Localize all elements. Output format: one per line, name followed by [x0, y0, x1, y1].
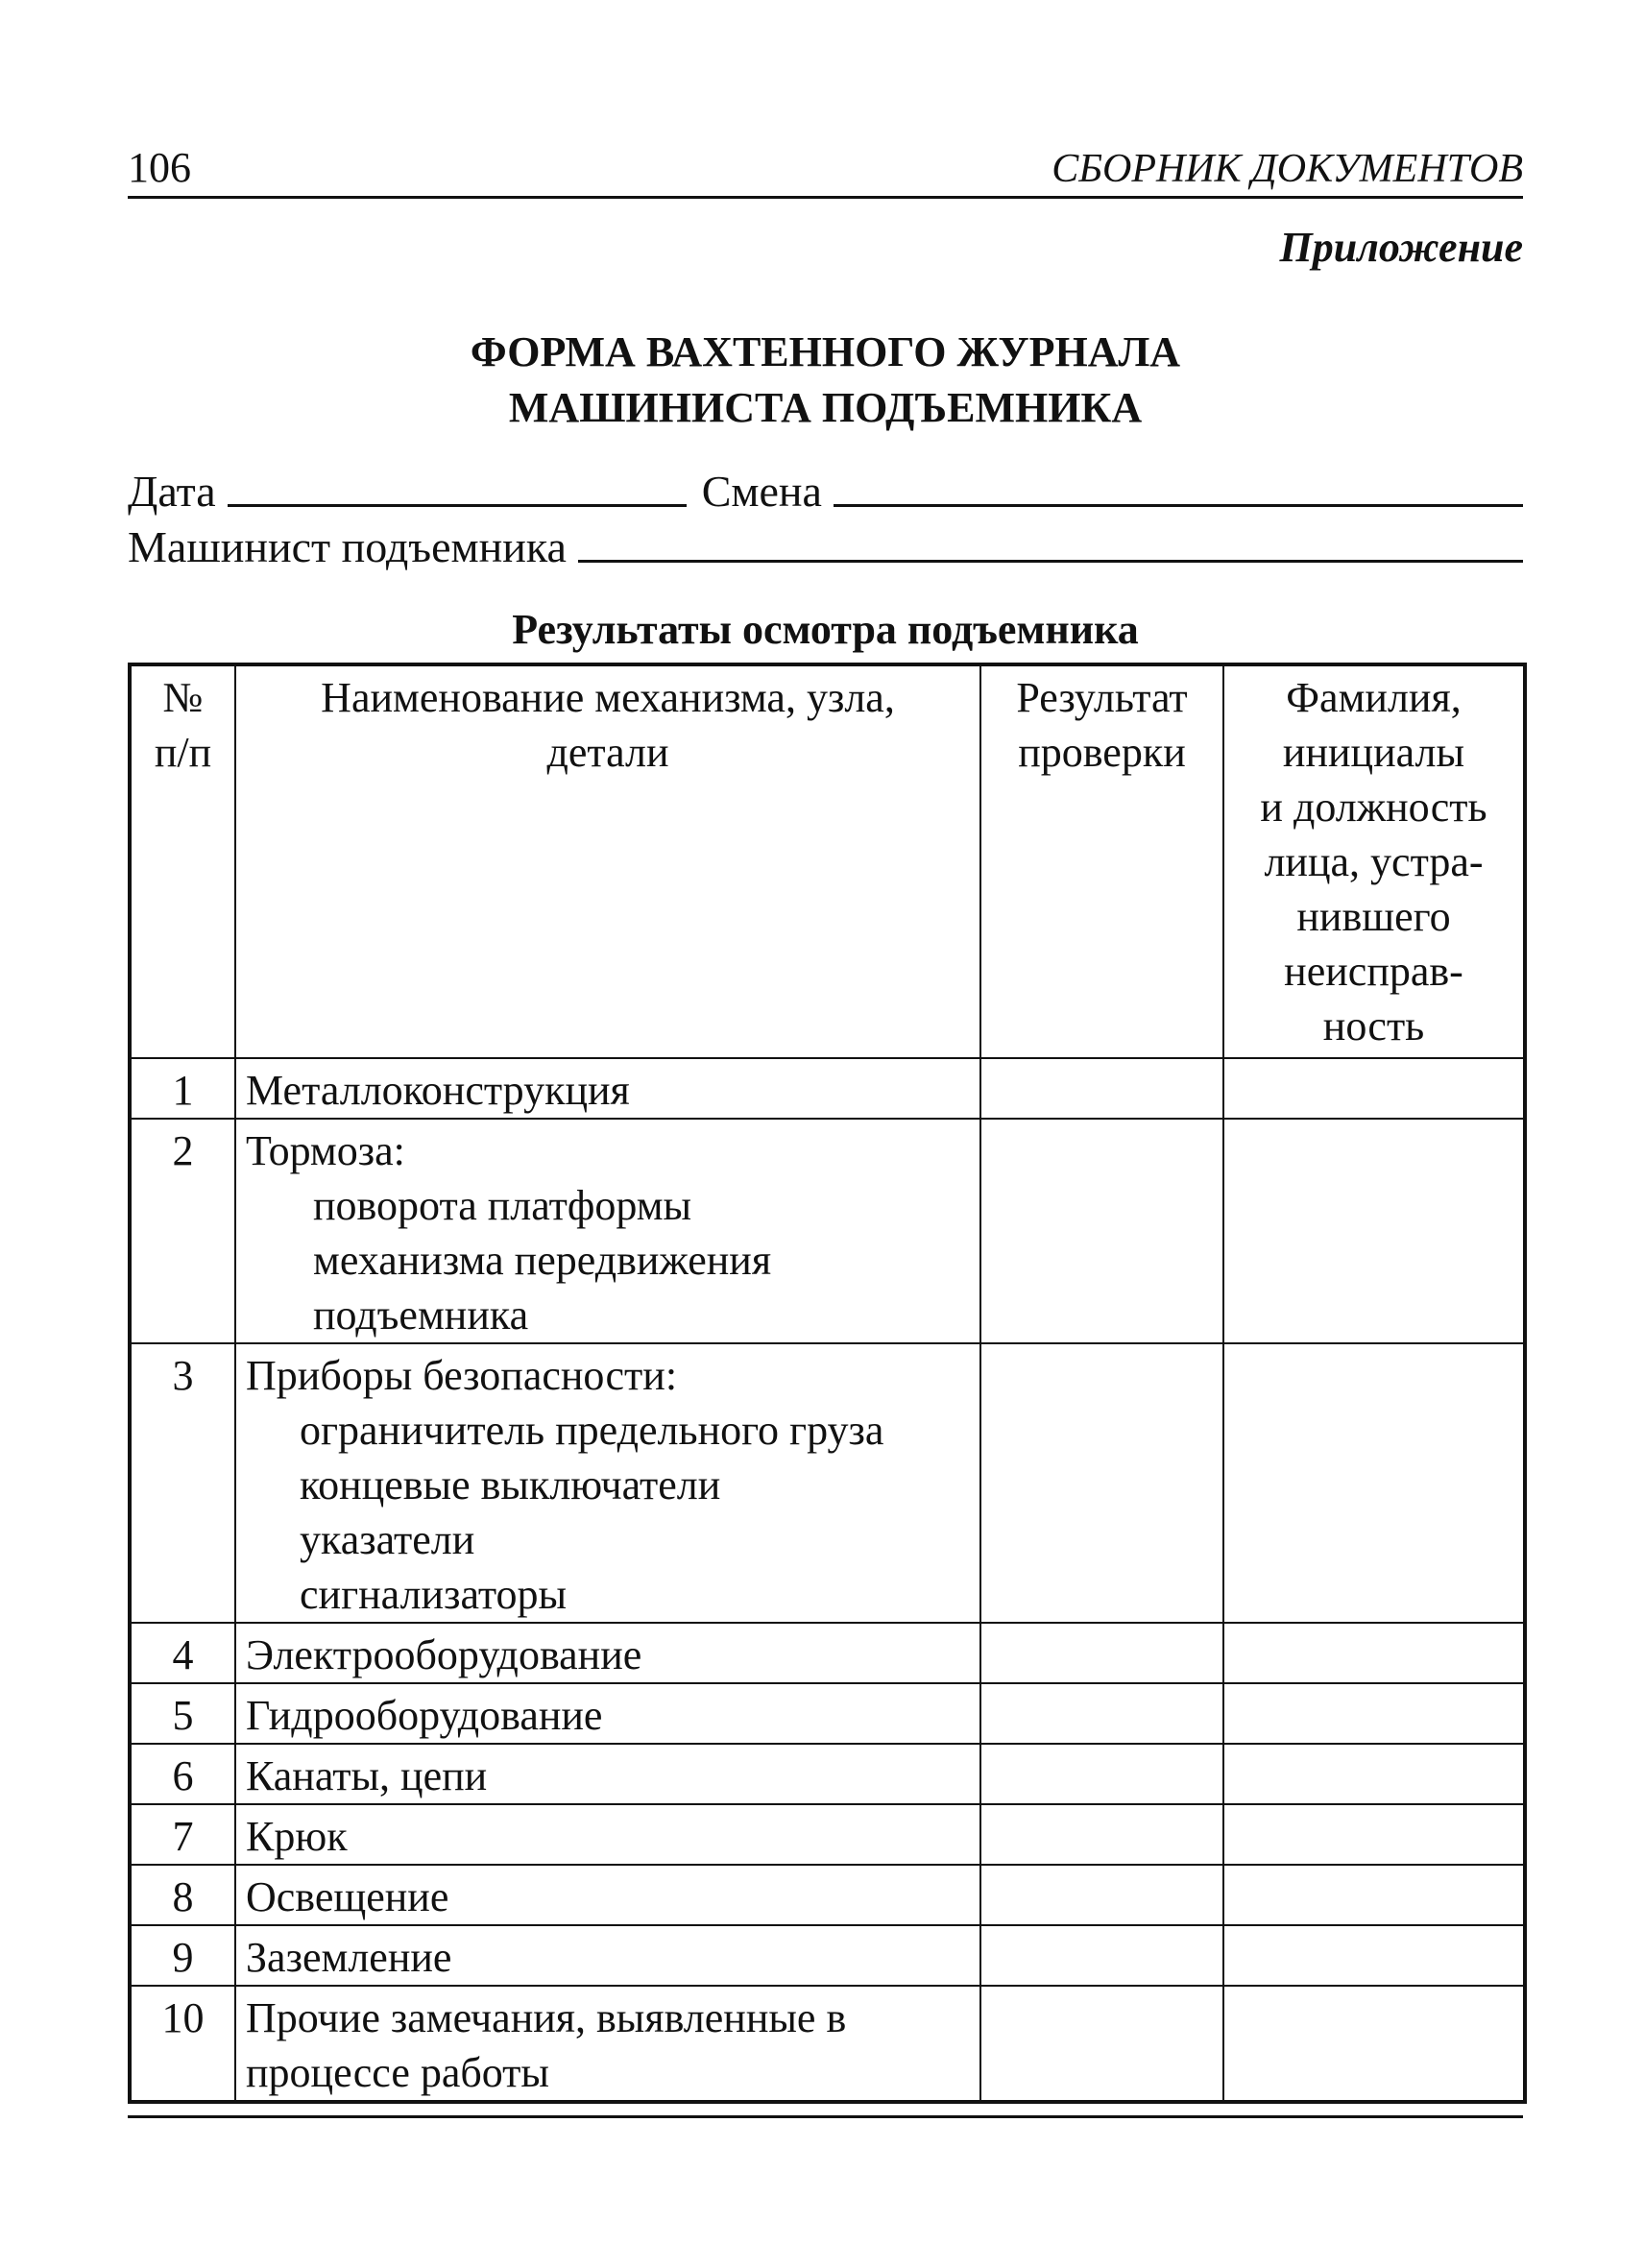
- result-cell[interactable]: [980, 1744, 1223, 1804]
- date-label: Дата: [128, 467, 216, 516]
- responsible-cell[interactable]: [1223, 1986, 1525, 2102]
- table-row: [130, 1343, 1525, 1623]
- responsible-cell[interactable]: [1223, 1683, 1525, 1744]
- header-line: Результат: [1016, 674, 1188, 721]
- item-title: Крюк: [246, 1813, 348, 1860]
- result-cell[interactable]: [980, 1623, 1223, 1683]
- header-line: Фамилия,: [1286, 674, 1462, 721]
- row-item-name: [235, 1058, 980, 1119]
- responsible-cell[interactable]: [1223, 1925, 1525, 1986]
- item-title: Приборы безопасности:: [246, 1352, 678, 1399]
- table-row: [130, 1119, 1525, 1343]
- table-row: [130, 1744, 1525, 1804]
- row-number: 1: [130, 1058, 235, 1119]
- item-subentry: концевые выключатели: [300, 1461, 721, 1508]
- header-result: [980, 664, 1223, 1058]
- header-line: нившего: [1296, 893, 1451, 940]
- document-title: [128, 325, 1523, 436]
- row-number: 2: [130, 1119, 235, 1343]
- row-item-name: [235, 1865, 980, 1925]
- table-row: [130, 1986, 1525, 2102]
- row-number: 8: [130, 1865, 235, 1925]
- item-subentry: механизма передвижения: [313, 1237, 772, 1284]
- row-number: 5: [130, 1683, 235, 1744]
- header-line: проверки: [1018, 729, 1186, 776]
- header-line: неисправ-: [1284, 948, 1463, 995]
- responsible-cell[interactable]: [1223, 1623, 1525, 1683]
- date-shift-line: [128, 459, 1523, 517]
- item-subentry: подъемника: [313, 1291, 529, 1339]
- title-line-1: ФОРМА ВАХТЕННОГО ЖУРНАЛА: [470, 328, 1181, 375]
- header-line: и должность: [1260, 784, 1487, 831]
- result-cell[interactable]: [980, 1986, 1223, 2102]
- table-row: [130, 1925, 1525, 1986]
- result-cell[interactable]: [980, 1865, 1223, 1925]
- item-title: Освещение: [246, 1873, 449, 1920]
- running-title: СБОРНИК ДОКУМЕНТОВ: [1052, 147, 1523, 191]
- row-item-name: [235, 1986, 980, 2102]
- result-cell[interactable]: [980, 1683, 1223, 1744]
- responsible-cell[interactable]: [1223, 1804, 1525, 1865]
- header-line: п/п: [154, 729, 212, 776]
- item-title: Прочие замечания, выявленные в: [246, 1994, 847, 2041]
- header-line: №: [162, 674, 204, 721]
- row-item-name: [235, 1744, 980, 1804]
- title-line-2: МАШИНИСТА ПОДЪЕМНИКА: [508, 384, 1143, 431]
- row-number: 7: [130, 1804, 235, 1865]
- table-row: [130, 1683, 1525, 1744]
- header-line: детали: [546, 729, 669, 776]
- row-number: 6: [130, 1744, 235, 1804]
- result-cell[interactable]: [980, 1804, 1223, 1865]
- item-title: Канаты, цепи: [246, 1752, 488, 1799]
- result-cell[interactable]: [980, 1343, 1223, 1623]
- section-title: Результаты осмотра подъемника: [512, 606, 1139, 653]
- table-body: [130, 1058, 1525, 2102]
- responsible-cell[interactable]: [1223, 1119, 1525, 1343]
- page-number: 106: [128, 144, 191, 191]
- responsible-cell[interactable]: [1223, 1865, 1525, 1925]
- responsible-cell[interactable]: [1223, 1744, 1525, 1804]
- shift-field[interactable]: [834, 504, 1523, 507]
- table-row: [130, 1804, 1525, 1865]
- operator-field[interactable]: [578, 560, 1523, 563]
- item-title: Металлоконструкция: [246, 1067, 630, 1114]
- item-subentry: указатели: [300, 1516, 475, 1563]
- table-row: [130, 1058, 1525, 1119]
- table-row: [130, 1623, 1525, 1683]
- item-title: Электрооборудование: [246, 1631, 642, 1678]
- header-responsible: [1223, 664, 1525, 1058]
- item-title: Гидрооборудование: [246, 1692, 603, 1739]
- operator-line: [128, 515, 1523, 572]
- responsible-cell[interactable]: [1223, 1058, 1525, 1119]
- row-number: 3: [130, 1343, 235, 1623]
- item-subentry: ограничитель предельного груза: [300, 1407, 884, 1454]
- result-cell[interactable]: [980, 1119, 1223, 1343]
- item-subentry: поворота платформы: [313, 1182, 692, 1229]
- date-field[interactable]: [228, 504, 687, 507]
- table-row: [130, 1865, 1525, 1925]
- row-item-name: [235, 1343, 980, 1623]
- table-header-row: [130, 664, 1525, 1058]
- header-name: [235, 664, 980, 1058]
- item-subentry: процессе работы: [246, 2049, 549, 2096]
- row-item-name: [235, 1804, 980, 1865]
- row-item-name: [235, 1623, 980, 1683]
- row-item-name: [235, 1119, 980, 1343]
- row-item-name: [235, 1683, 980, 1744]
- row-number: 9: [130, 1925, 235, 1986]
- bottom-rule: [128, 2115, 1523, 2118]
- header-line: Наименование механизма, узла,: [321, 674, 895, 721]
- header-line: инициалы: [1282, 729, 1465, 776]
- header-number: [130, 664, 235, 1058]
- item-subentry: сигнализаторы: [300, 1571, 568, 1618]
- result-cell[interactable]: [980, 1925, 1223, 1986]
- header-line: ность: [1322, 1002, 1425, 1050]
- row-number: 10: [130, 1986, 235, 2102]
- shift-label: Смена: [701, 467, 822, 516]
- row-number: 4: [130, 1623, 235, 1683]
- appendix-label: Приложение: [1279, 224, 1523, 271]
- responsible-cell[interactable]: [1223, 1343, 1525, 1623]
- result-cell[interactable]: [980, 1058, 1223, 1119]
- item-title: Заземление: [246, 1934, 452, 1981]
- header-line: лица, устра-: [1264, 838, 1484, 885]
- item-title: Тормоза:: [246, 1127, 405, 1174]
- page-header: [128, 144, 1523, 199]
- row-item-name: [235, 1925, 980, 1986]
- operator-label: Машинист подъемника: [128, 522, 567, 571]
- inspection-table: [128, 663, 1527, 2104]
